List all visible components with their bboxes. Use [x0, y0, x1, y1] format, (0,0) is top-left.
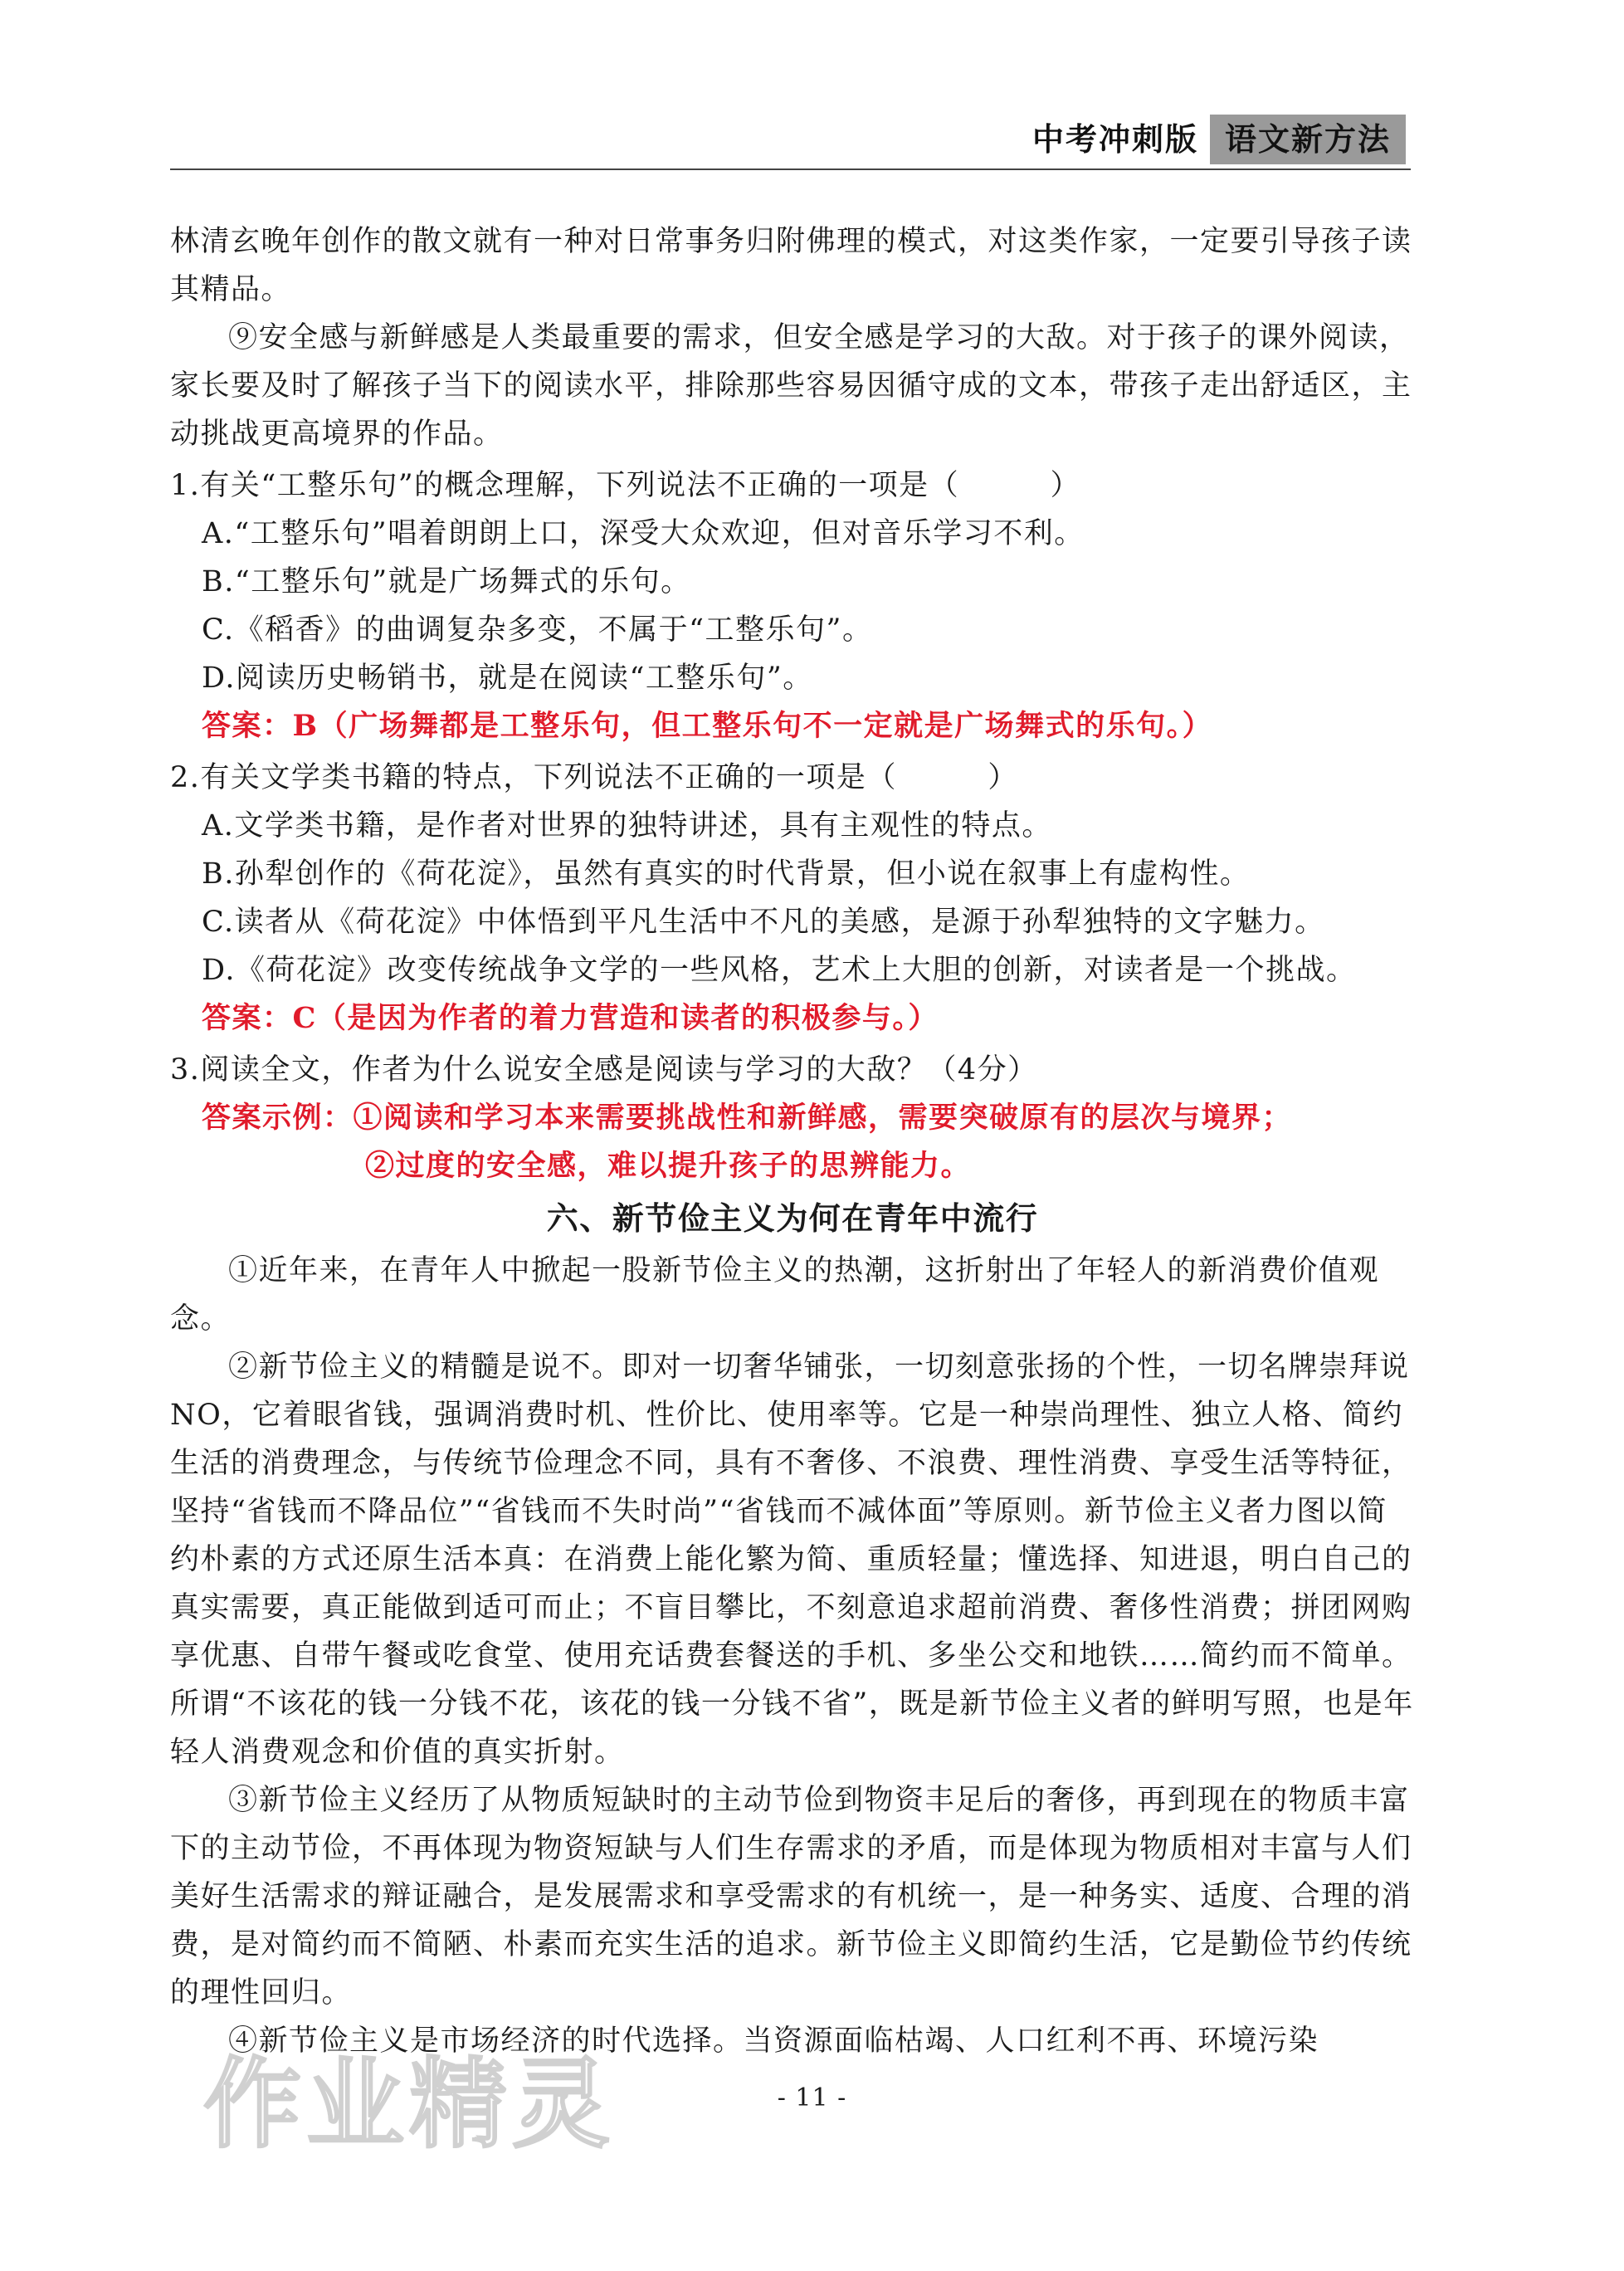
question-1-option-c: C.《稻香》的曲调复杂多变，不属于“工整乐句”。 — [202, 613, 873, 647]
watermark: 作业精灵 — [203, 2047, 616, 2161]
question-1-stem: 1.有关“工整乐句”的概念理解，下列说法不正确的一项是（ ） — [170, 469, 1081, 502]
question-2-stem: 2.有关文学类书籍的特点，下列说法不正确的一项是（ ） — [170, 761, 1018, 794]
section-title: 六、新节俭主义为何在青年中流行 — [546, 1200, 1039, 1237]
question-2-option-a: A.文学类书籍，是作者对世界的独特讲述，具有主观性的特点。 — [202, 809, 1052, 842]
article-paragraph-3: ③新节俭主义经历了从物质短缺时的主动节俭到物资丰足后的奢侈，再到现在的物质丰富下的主动节俭，不再体现为物资短缺与人们生存需求的矛盾，而是体现为物质相对丰富与人们美好生活需求的辩证融合，是发展需求和享受需求的有机统一，是一种务实、适度、合理的消费，是对简约而不简陋、朴素而充实生活的追求。新节俭主义即简约生活，它是勤俭节约传统的理性回归。 — [170, 1784, 1412, 2010]
question-3-answer-line-1: 答案示例：①阅读和学习本来需要挑战性和新鲜感，需要突破原有的层次与境界； — [202, 1101, 1293, 1135]
question-1-option-b: B.“工整乐句”就是广场舞式的乐句。 — [202, 565, 691, 598]
article-paragraph-4: ④新节俭主义是市场经济的时代选择。当资源面临枯竭、人口红利不再、环境污染 — [228, 2024, 1319, 2058]
question-2-option-b: B.孙犁创作的《荷花淀》，虽然有真实的时代背景，但小说在叙事上有虚构性。 — [202, 857, 1251, 891]
page-header — [1021, 115, 1411, 164]
header-series: 中考冲刺版 — [1032, 120, 1199, 158]
question-2-option-c: C.读者从《荷花淀》中体悟到平凡生活中不凡的美感，是源于孙犁独特的文字魅力。 — [202, 906, 1325, 939]
question-2-option-d: D.《荷花淀》改变传统战争文学的一些风格，艺术上大胆的创新，对读者是一个挑战。 — [202, 954, 1357, 987]
question-1-answer: 答案：B（广场舞都是工整乐句，但工整乐句不一定就是广场舞式的乐句。） — [202, 709, 1213, 743]
question-3-answer-line-2: ②过度的安全感，难以提升孩子的思辨能力。 — [365, 1149, 972, 1183]
header-rule — [170, 168, 1411, 170]
paragraph-9: ⑨安全感与新鲜感是人类最重要的需求，但安全感是学习的大敌。对于孩子的课外阅读，家长要及时了解孩子当下的阅读水平，排除那些容易因循守成的文本，带孩子走出舒适区，主动挑战更高境界的作品。 — [170, 321, 1412, 451]
question-3-stem: 3.阅读全文，作者为什么说安全感是阅读与学习的大敌？（4分） — [170, 1053, 1038, 1087]
question-2-answer: 答案：C（是因为作者的着力营造和读者的积极参与。） — [202, 1001, 939, 1035]
paragraph-continued: 林清玄晚年创作的散文就有一种对日常事务归附佛理的模式，对这类作家，一定要引导孩子读其精品。 — [170, 225, 1412, 306]
header-book-title: 语文新方法 — [1210, 115, 1406, 164]
question-1-option-d: D.阅读历史畅销书，就是在阅读“工整乐句”。 — [202, 662, 813, 695]
page-number: - 11 - — [777, 2083, 847, 2112]
article-paragraph-2: ②新节俭主义的精髓是说不。即对一切奢华铺张，一切刻意张扬的个性，一切名牌崇拜说NO，它着眼省钱，强调消费时机、性价比、使用率等。它是一种崇尚理性、独立人格、简约生活的消费理念，与传统节俭理念不同，具有不奢侈、不浪费、理性消费、享受生活等特征，坚持“省钱而不降品位”“省钱而不失时尚”“省钱而不减体面”等原则。新节俭主义者力图以简约朴素的方式还原生活本真：在消费上能化繁为简、重质轻量；懂选择、知进退，明白自己的真实需要，真正能做到适可而止；不盲目攀比，不刻意追求超前消费、奢侈性消费；拼团网购享优惠、自带午餐或吃食堂、使用充话费套餐送的手机、多坐公交和地铁……简约而不简单。所谓“不该花的钱一分钱不花，该花的钱一分钱不省”，既是新节俭主义者的鲜明写照，也是年轻人消费观念和价值的真实折射。 — [170, 1350, 1414, 1769]
article-paragraph-1: ①近年来，在青年人中掀起一股新节俭主义的热潮，这折射出了年轻人的新消费价值观念。 — [170, 1254, 1380, 1336]
page-body — [170, 217, 1415, 2065]
question-1-option-a: A.“工整乐句”唱着朗朗上口，深受大众欢迎，但对音乐学习不利。 — [202, 517, 1085, 550]
